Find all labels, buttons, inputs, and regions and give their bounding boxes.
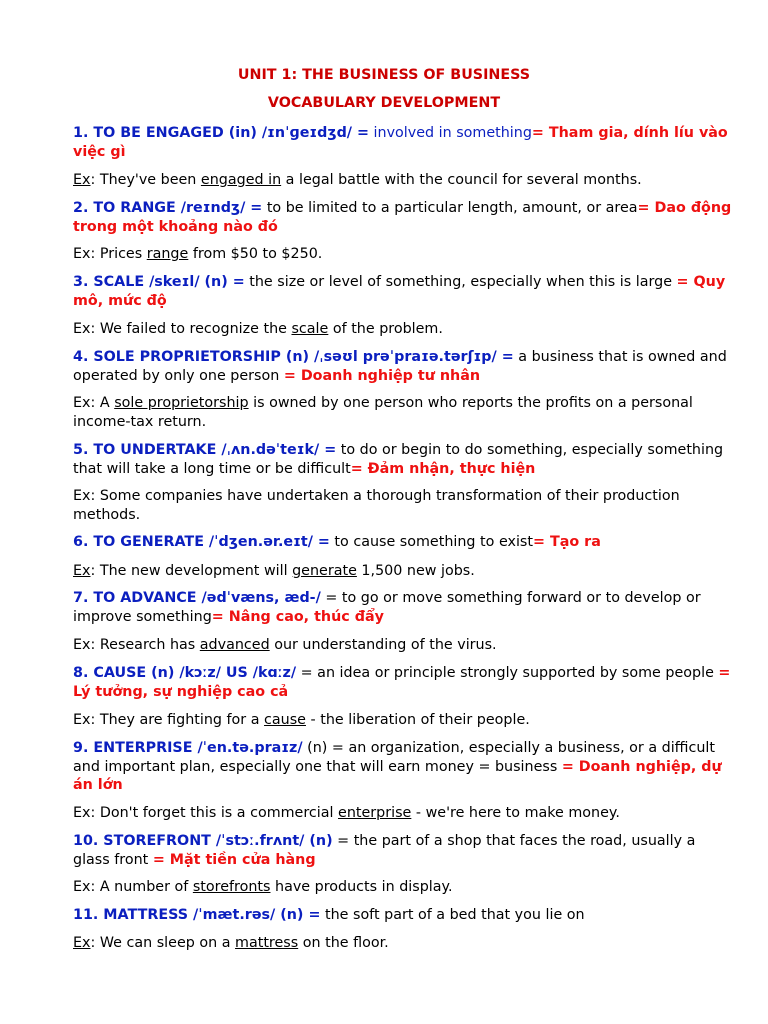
vocab-entry (73, 441, 735, 478)
vocab-example (73, 878, 735, 897)
example-text: Ex: A number of (73, 879, 193, 895)
example-text: on the floor. (298, 935, 389, 951)
vocab-example (73, 320, 735, 339)
vocab-translation: = Doanh nghiệp, dự án lớn (73, 758, 722, 793)
example-text: Ex: Some companies have undertaken a thorough transformation of their production methods. (73, 488, 680, 523)
vocab-term: 4. SOLE PROPRIETORSHIP (n) /ˌsəʊl prəˈpraɪə.tərʃɪp/ = (73, 349, 514, 365)
vocab-definition: involved in something (369, 125, 532, 141)
example-keyword: scale (291, 321, 329, 337)
vocab-definition: = an idea or principle strongly supported by some people (296, 665, 719, 681)
vocab-entry (73, 199, 735, 236)
vocab-example (73, 487, 735, 524)
vocab-term: 2. TO RANGE /reɪndʒ/ = (73, 200, 263, 216)
vocab-term: 1. TO BE ENGAGED (in) /ɪnˈɡeɪdʒd/ = (73, 125, 369, 141)
vocab-entry (73, 832, 735, 869)
vocab-entry (73, 533, 735, 552)
vocab-example (73, 562, 735, 581)
example-keyword: advanced (199, 637, 270, 653)
vocab-example (73, 636, 735, 655)
vocab-entry (73, 906, 735, 925)
example-text: Ex: A (73, 395, 115, 411)
vocab-definition: to cause something to exist (329, 534, 533, 550)
vocab-example (73, 804, 735, 823)
example-prefix: Ex (73, 563, 91, 579)
vocab-term: 9. ENTERPRISE /ˈen.tə.praɪz/ (73, 740, 303, 756)
example-keyword: cause (264, 712, 306, 728)
example-text: - we're here to make money. (411, 805, 620, 821)
vocab-term: 6. TO GENERATE /ˈdʒen.ər.eɪt/ = (73, 534, 330, 550)
vocab-example (73, 394, 735, 431)
vocab-entry (73, 739, 735, 795)
vocab-translation: = Quy mô, mức độ (73, 274, 726, 309)
example-text: : They've been (90, 172, 201, 188)
example-keyword: generate (292, 563, 357, 579)
example-text: Ex: We failed to recognize the (73, 321, 292, 337)
vocab-term: 8. CAUSE (n) /kɔːz/ US /kɑːz/ (73, 665, 297, 681)
vocab-term: 5. TO UNDERTAKE /ˌʌn.dəˈteɪk/ = (73, 442, 337, 458)
example-keyword: mattress (235, 935, 299, 951)
vocab-entry (73, 589, 735, 626)
example-text: a legal battle with the council for several months. (281, 172, 642, 188)
example-prefix: Ex (73, 172, 91, 188)
example-prefix: Ex (73, 935, 91, 951)
example-text: from $50 to $250. (188, 246, 323, 262)
section-title: VOCABULARY DEVELOPMENT (267, 95, 501, 111)
vocab-entry (73, 124, 735, 161)
vocab-example (73, 245, 735, 264)
vocab-entry (73, 348, 735, 385)
example-keyword: range (146, 246, 189, 262)
vocab-definition: a business that is owned and operated by only one person (73, 349, 727, 384)
vocab-definition: the size or level of something, especially when this is large (244, 274, 677, 290)
vocab-translation: = Đảm nhận, thực hiện (350, 460, 536, 477)
vocab-definition: (n) = an organization, especially a business, or a difficult and important plan, especially one that will earn money = business (73, 740, 715, 775)
vocab-term: 7. TO ADVANCE /ədˈvæns, æd-/ (73, 590, 321, 606)
example-text: Ex: They are fighting for a (73, 712, 265, 728)
example-keyword: enterprise (338, 805, 412, 821)
vocab-example (73, 171, 735, 190)
vocab-example (73, 934, 735, 953)
vocab-term: 10. STOREFRONT /ˈstɔː.frʌnt/ (n) (73, 833, 333, 849)
example-text: Ex: Prices (73, 246, 147, 262)
vocab-translation: = Nâng cao, thúc đẩy (211, 608, 384, 625)
example-text: Ex: Don't forget this is a commercial (73, 805, 339, 821)
vocab-translation: = Tham gia, dính líu vào việc gì (73, 125, 728, 160)
example-text: have products in display. (270, 879, 453, 895)
example-text: : We can sleep on a (90, 935, 236, 951)
vocab-definition: to be limited to a particular length, amount, or area (262, 200, 638, 216)
vocab-term: 3. SCALE /skeɪl/ (n) = (73, 274, 245, 290)
unit-title: UNIT 1: THE BUSINESS OF BUSINESS (237, 67, 531, 83)
vocab-translation: = Doanh nghiệp tư nhân (283, 367, 481, 384)
example-text: - the liberation of their people. (305, 712, 530, 728)
example-text: our understanding of the virus. (269, 637, 497, 653)
vocab-translation: = Lý tưởng, sự nghiệp cao cả (73, 665, 731, 700)
vocab-entry (73, 273, 735, 310)
example-text: 1,500 new jobs. (356, 563, 475, 579)
example-keyword: sole proprietorship (114, 395, 249, 411)
example-text: : The new development will (90, 563, 293, 579)
vocab-example (73, 711, 735, 730)
example-keyword: engaged in (200, 172, 282, 188)
vocab-definition: = to go or move something forward or to develop or improve something (73, 590, 701, 625)
example-keyword: storefronts (192, 879, 271, 895)
example-text: Ex: Research has (73, 637, 200, 653)
vocab-translation: = Tạo ra (532, 534, 601, 550)
vocab-translation: = Dao động trong một khoảng nào đó (73, 200, 732, 235)
vocab-entry (73, 664, 735, 701)
example-text: of the problem. (328, 321, 443, 337)
vocab-definition: the soft part of a bed that you lie on (320, 907, 585, 923)
vocab-definition: to do or begin to do something, especially something that will take a long time or be difficult (73, 442, 724, 477)
vocab-definition: = the part of a shop that faces the road, usually a glass front (73, 833, 696, 868)
example-text: is owned by one person who reports the profits on a personal income-tax return. (73, 395, 693, 430)
vocab-translation: = Mặt tiền cửa hàng (152, 851, 316, 868)
vocab-term: 11. MATTRESS /ˈmæt.rəs/ (n) = (73, 907, 321, 923)
